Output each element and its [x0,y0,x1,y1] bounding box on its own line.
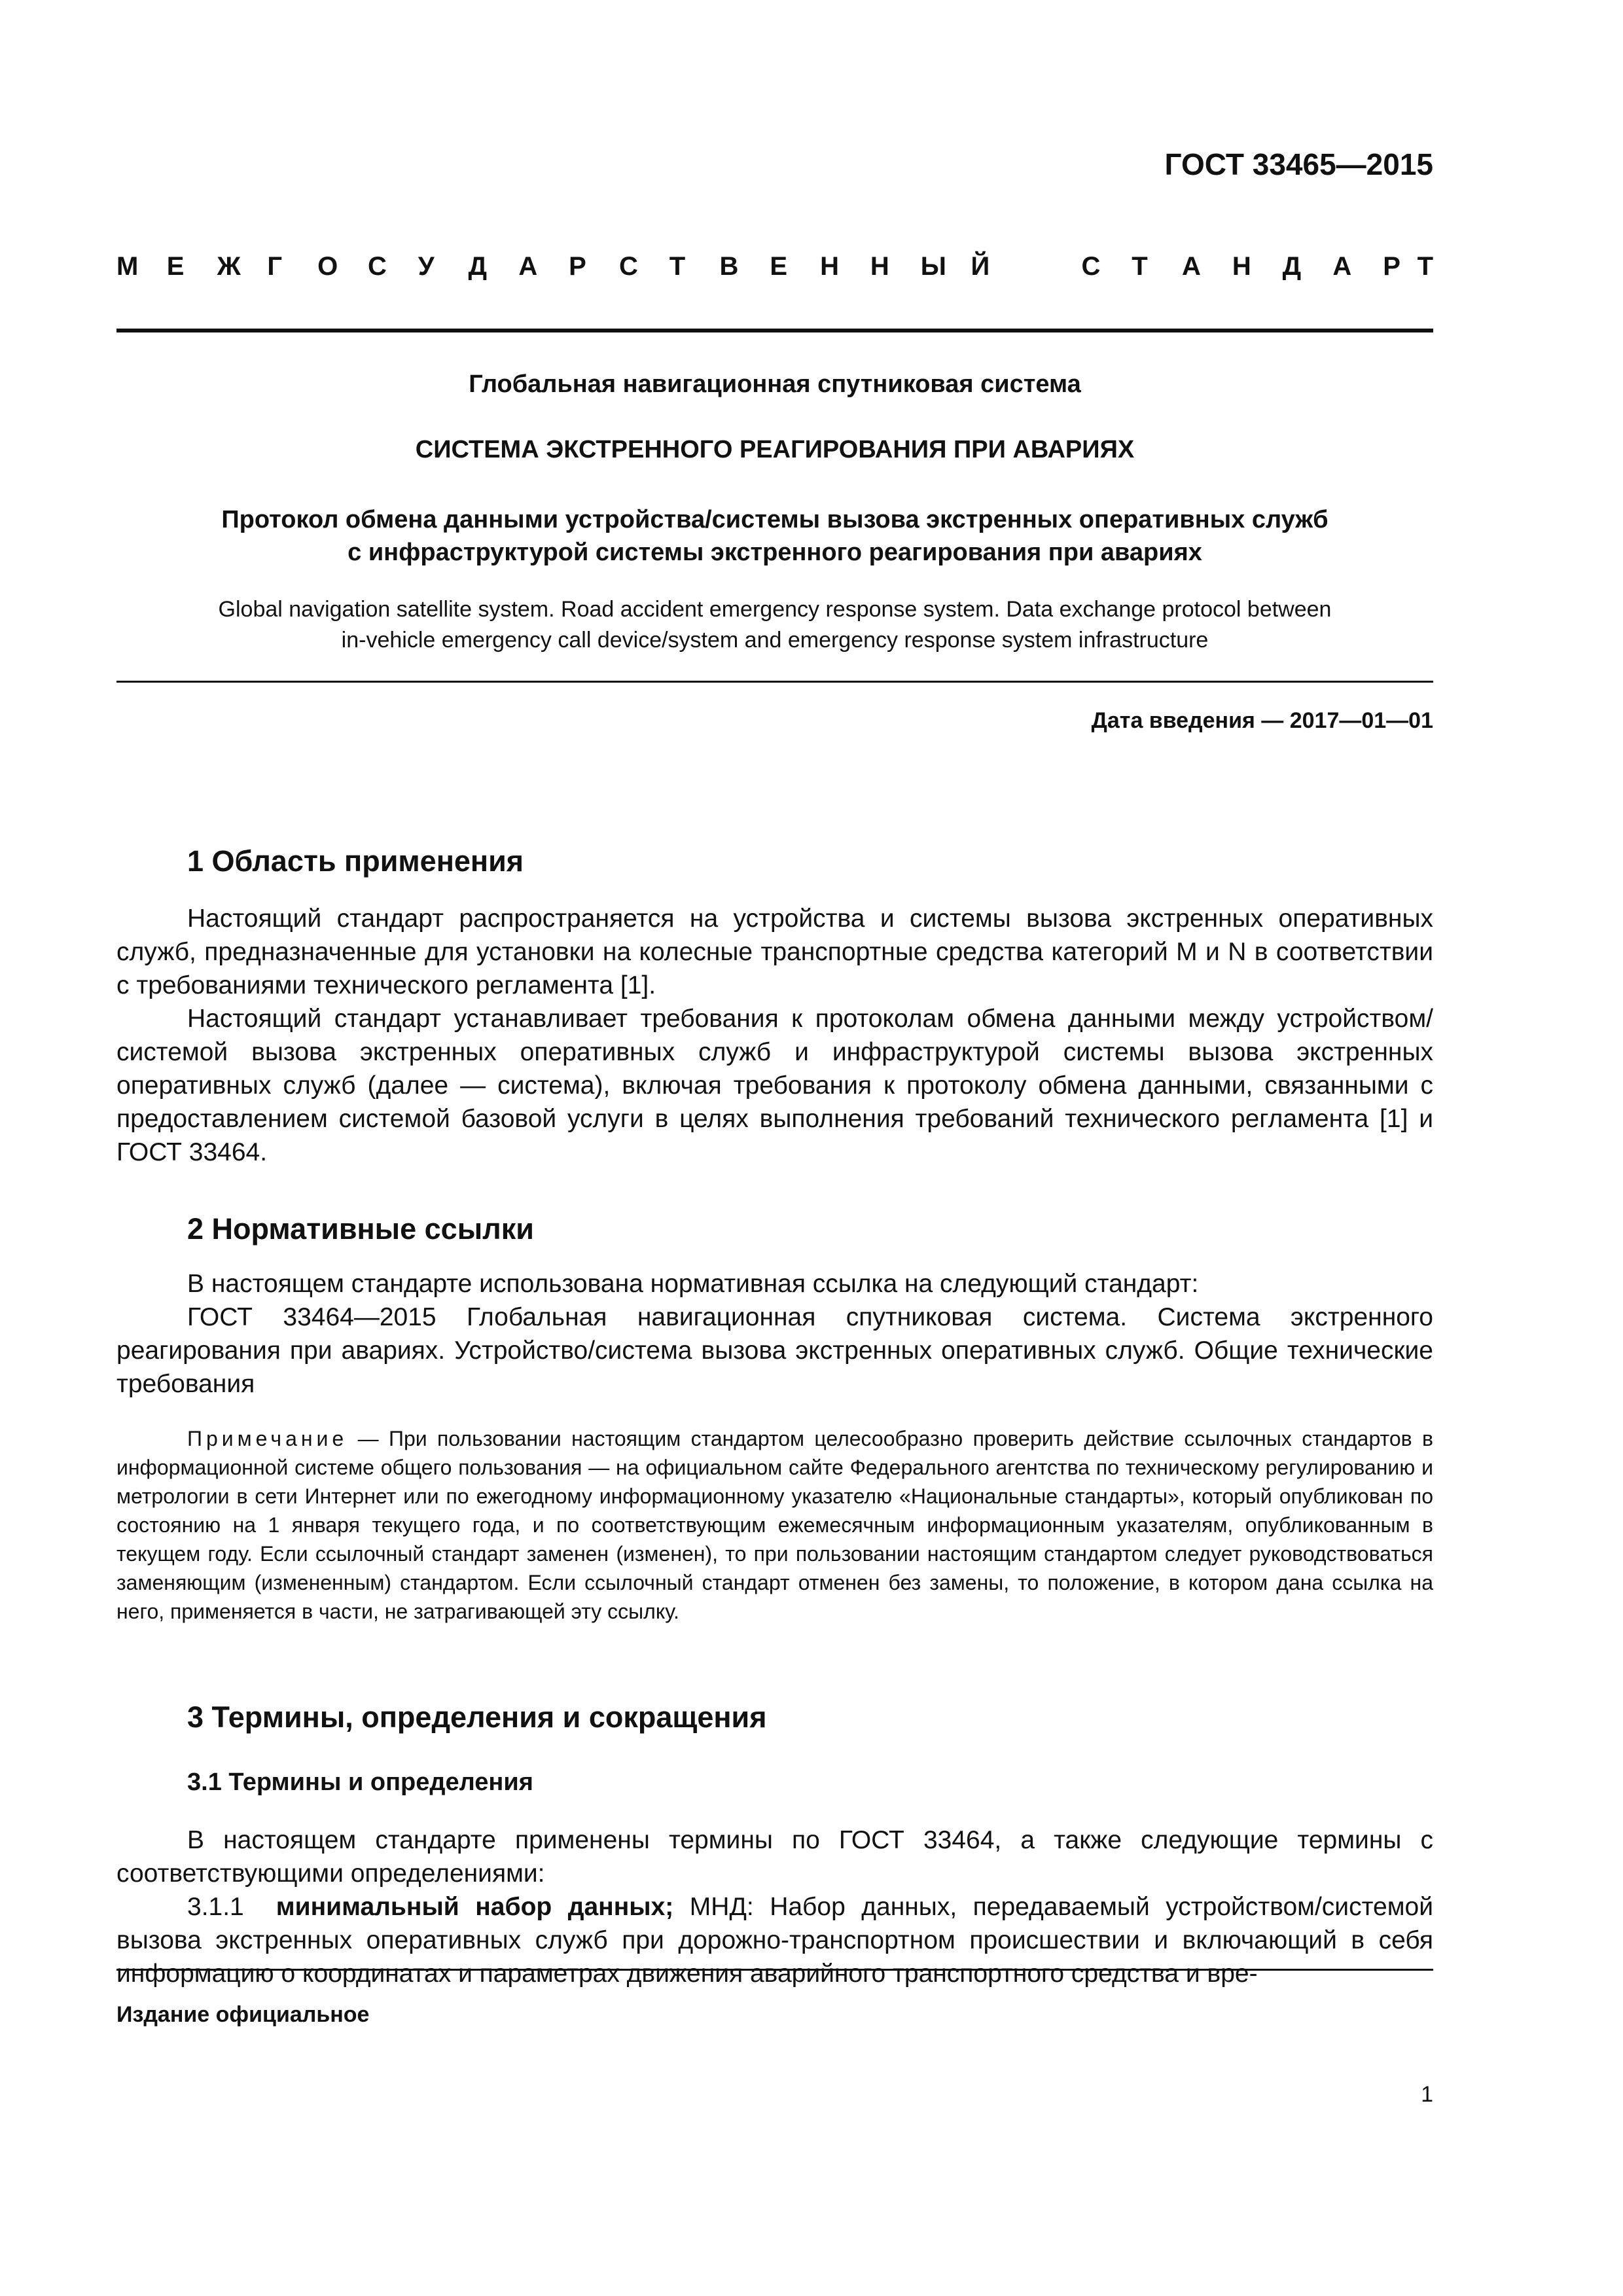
interstate-letter: Т [669,252,686,281]
interstate-letter: С [1081,252,1101,281]
interstate-letter: А [1182,252,1201,281]
section-3-body [116,1823,1433,1990]
interstate-letter: Ж [217,252,241,281]
title-protocol [116,503,1433,569]
section-2-heading: 2 Нормативные ссылки [187,1212,534,1246]
interstate-letter: О [317,252,338,281]
interstate-letter: У [418,252,435,281]
interstate-standard-banner [116,252,1433,286]
document-designation: ГОСТ 33465—2015 [1164,147,1433,181]
section-1-paragraph-2: Настоящий стандарт устанавливает требования к протоколам обмена данными между устройством/системой вызова экстренных оперативных служб и инфраструктурой системы вызова экстренных оперативных служб (далее — система), включая требования к протоколу обмена данными, связанными с предоставлением системой базовой услуги в целях выполнения требований технического регламента [1] и ГОСТ 33464. [116,1005,1433,1166]
interstate-letter: Р [569,252,586,281]
section-2-reference: ГОСТ 33464—2015 Глобальная навигационная спутниковая система. Система экстренного реагирования при авариях. Устройство/система вызова экстренных оперативных служб. Общие технические требования [116,1303,1433,1398]
title-english-line1: Global navigation satellite system. Road accident emergency response system. Data exchange protocol between [218,597,1332,622]
interstate-letter: Р [1383,252,1400,281]
interstate-letter: Н [870,252,889,281]
interstate-letter: С [618,252,638,281]
footer-rule [116,1969,1433,1971]
title-main: СИСТЕМА ЭКСТРЕННОГО РЕАГИРОВАНИЯ ПРИ АВАРИЯХ [415,436,1135,463]
interstate-letter: Й [971,252,990,281]
interstate-letter: Н [820,252,839,281]
title-protocol-line1: Протокол обмена данными устройства/системы вызова экстренных оперативных служб [221,506,1329,533]
interstate-letter: Т [1132,252,1148,281]
interstate-letter: Е [166,252,185,281]
interstate-letter: Г [267,252,283,281]
official-edition-label: Издание официальное [116,2002,370,2027]
interstate-letter: Е [770,252,787,281]
interstate-letter: А [1332,252,1352,281]
title-english [116,594,1433,656]
section-3-paragraph-1: В настоящем стандарте применены термины по ГОСТ 33464, а также следующие термины с соответствующими определениями: [116,1826,1433,1888]
section-3-heading: 3 Термины, определения и сокращения [187,1700,767,1734]
interstate-letter: В [719,252,739,281]
interstate-letter: Д [1282,252,1302,281]
title-rule [116,681,1433,683]
title-english-line2: in-vehicle emergency call device/system and emergency response system infrastructure [341,628,1209,653]
section-1-heading: 1 Область применения [187,844,524,878]
note-label: Примечание [187,1427,348,1450]
title-system: Глобальная навигационная спутниковая система [469,370,1081,398]
interstate-letter: Т [1417,252,1433,281]
term-definition: МНД: Набор данных, передаваемый устройством/системой вызова экстренных оперативных служб при дорожно-транспортном происшествии и включающий в себя информацию о координатах и параметрах движения аварийного транспортного средства и вре- [116,1893,1433,1988]
term-3-1-1 [116,1890,1433,1990]
interstate-letter: С [367,252,387,281]
section-1-body [116,902,1433,1169]
section-2-note [116,1424,1433,1626]
interstate-letter: Д [468,252,488,281]
note-text: — При пользовании настоящим стандартом целесообразно проверить действие ссылочных стандартов в информационной системе общего пользования — на официальном сайте Федерального агентства по техническому регулированию и метрологии в сети Интернет или по ежегодному информационному указателю «Национальные стандарты», который опубликован по состоянию на 1 января текущего года, и по соответствующим ежемесячным информационным указателям, опубликованным в текущем году. Если ссылочный стандарт заменен (изменен), то при пользовании настоящим стандартом следует руководствоваться заменяющим (измененным) стандартом. Если ссылочный стандарт отменен без замены, то положение, в котором дана ссылка на него, применяется в части, не затрагивающей эту ссылку. [116,1427,1433,1623]
interstate-letter: М [116,252,139,281]
interstate-letter: А [518,252,538,281]
section-2-body [116,1267,1433,1401]
term-name: минимальный набор данных; [276,1893,674,1921]
page-number: 1 [1421,2082,1433,2107]
section-1-paragraph-1: Настоящий стандарт распространяется на устройства и системы вызова экстренных оперативных служб, предназначенные для установки на колесные транспортные средства категорий M и N в соответствии с требованиями технического регламента [1]. [116,905,1434,999]
term-number: 3.1.1 [187,1893,244,1921]
section-2-paragraph-1: В настоящем стандарте использована нормативная ссылка на следующий стандарт: [187,1270,1199,1298]
interstate-letter: Н [1232,252,1251,281]
title-protocol-line2: с инфраструктурой системы экстренного реагирования при авариях [348,539,1202,566]
header-rule [116,329,1433,332]
interstate-letter: Ы [920,252,946,281]
subsection-3-1-heading: 3.1 Термины и определения [187,1768,533,1796]
date-of-introduction: Дата введения — 2017—01—01 [1091,708,1433,733]
